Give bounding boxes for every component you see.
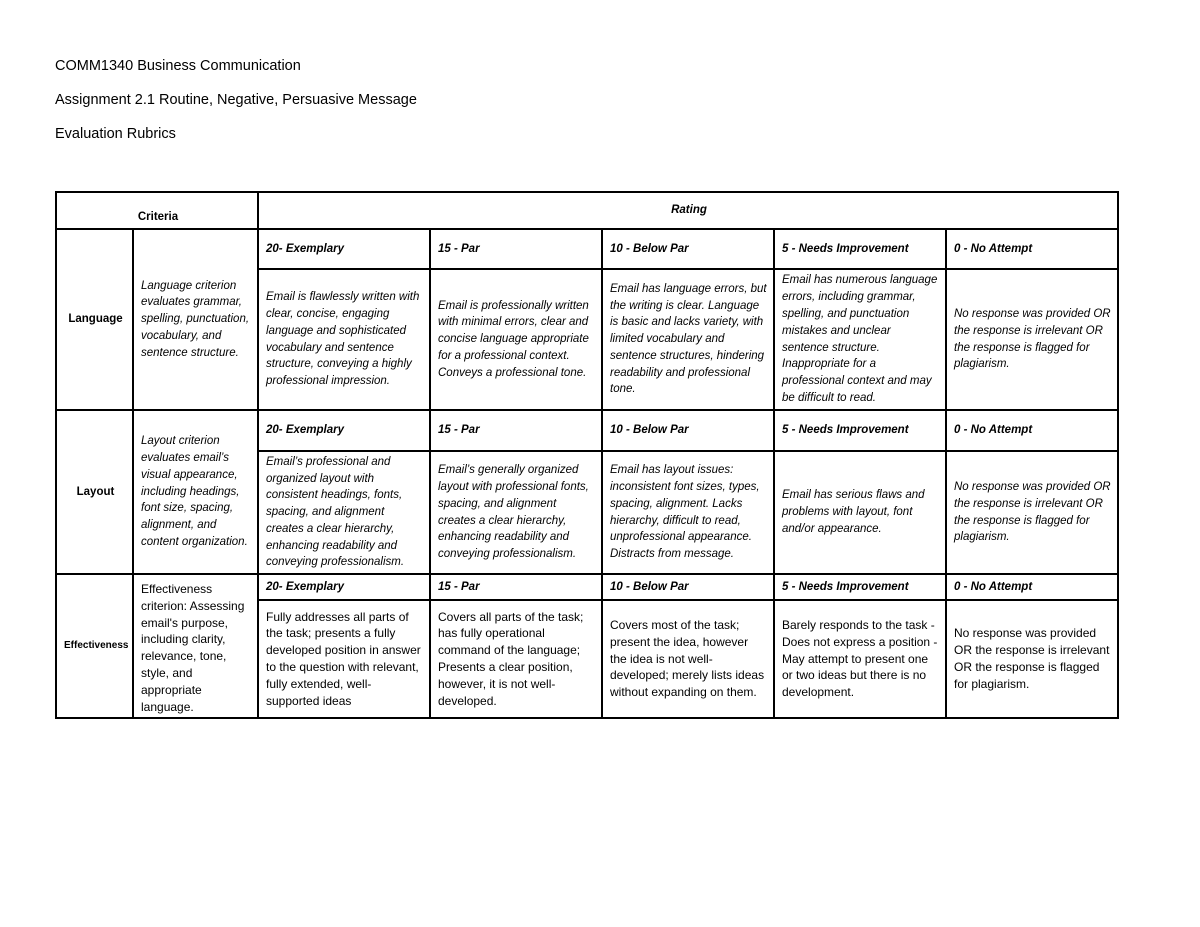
criterion-description-effectiveness: Effectiveness criterion: Assessing email's purpose, including clarity, relevance, tone, style, and appropriate language. [133, 574, 258, 718]
effectiveness-exemplary-text: Fully addresses all parts of the task; presents a fully developed position in answer to the question with relevant, fully extended, well-supported ideas [258, 600, 430, 718]
effectiveness-par-text: Covers all parts of the task; has fully operational command of the language; Presents a clear position, however, it is not well-developed. [430, 600, 602, 718]
level-no-attempt: 0 - No Attempt [946, 229, 1118, 269]
layout-needs-improvement-text: Email has serious flaws and problems with layout, font and/or appearance. [774, 451, 946, 574]
level-par: 15 - Par [430, 410, 602, 451]
criteria-header: Criteria [56, 192, 258, 229]
criterion-description-language: Language criterion evaluates grammar, spelling, punctuation, vocabulary, and sentence structure. [133, 229, 258, 410]
layout-exemplary-text: Email’s professional and organized layout with consistent headings, fonts, spacing, and alignment creates a clear hierarchy, enhancing readability and conveying professionalism. [258, 451, 430, 574]
level-exemplary: 20- Exemplary [258, 410, 430, 451]
language-exemplary-text: Email is flawlessly written with clear, concise, engaging language and sophisticated vocabulary and sentence structure, conveying a highly professional impression. [258, 269, 430, 410]
course-title: COMM1340 Business Communication [55, 58, 301, 74]
level-below-par: 10 - Below Par [602, 574, 774, 600]
level-below-par: 10 - Below Par [602, 410, 774, 451]
level-needs-improvement: 5 - Needs Improvement [774, 574, 946, 600]
language-below-par-text: Email has language errors, but the writing is clear. Language is basic and lacks variety, with limited vocabulary and sentence structures, hindering readability and professional tone. [602, 269, 774, 410]
level-par: 15 - Par [430, 229, 602, 269]
effectiveness-below-par-text: Covers most of the task; present the idea, however the idea is not well-developed; merely lists ideas without expanding on them. [602, 600, 774, 718]
language-par-text: Email is professionally written with minimal errors, clear and concise language appropriate for a professional context. Conveys a professional tone. [430, 269, 602, 410]
level-no-attempt: 0 - No Attempt [946, 410, 1118, 451]
rubric-subtitle: Evaluation Rubrics [55, 126, 176, 142]
level-needs-improvement: 5 - Needs Improvement [774, 410, 946, 451]
effectiveness-needs-improvement-text: Barely responds to the task - Does not express a position - May attempt to present one or two ideas but there is no development. [774, 600, 946, 718]
language-no-attempt-text: No response was provided OR the response is irrelevant OR the response is flagged for plagiarism. [946, 269, 1118, 410]
level-par: 15 - Par [430, 574, 602, 600]
table-header-row [56, 192, 1118, 229]
rating-header: Rating [258, 192, 1118, 229]
criterion-name-layout: Layout [56, 410, 133, 574]
level-below-par: 10 - Below Par [602, 229, 774, 269]
level-exemplary: 20- Exemplary [258, 574, 430, 600]
layout-par-text: Email’s generally organized layout with professional fonts, spacing, and alignment creates a clear hierarchy, enhancing readability and conveying professionalism. [430, 451, 602, 574]
criterion-name-effectiveness: Effectiveness [56, 574, 133, 718]
criterion-description-layout: Layout criterion evaluates email’s visual appearance, including headings, font size, spacing, alignment, and content organization. [133, 410, 258, 574]
assignment-title: Assignment 2.1 Routine, Negative, Persuasive Message [55, 92, 417, 108]
layout-levels-row [56, 410, 1118, 451]
language-levels-row [56, 229, 1118, 269]
criterion-name-language: Language [56, 229, 133, 410]
level-exemplary: 20- Exemplary [258, 229, 430, 269]
level-no-attempt: 0 - No Attempt [946, 574, 1118, 600]
rubric-table [55, 191, 1119, 719]
layout-no-attempt-text: No response was provided OR the response is irrelevant OR the response is flagged for plagiarism. [946, 451, 1118, 574]
effectiveness-levels-row [56, 574, 1118, 600]
level-needs-improvement: 5 - Needs Improvement [774, 229, 946, 269]
language-needs-improvement-text: Email has numerous language errors, including grammar, spelling, and punctuation mistakes and unclear sentence structure. Inappropriate for a professional context and may be difficult to read. [774, 269, 946, 410]
effectiveness-no-attempt-text: No response was provided OR the response is irrelevant OR the response is flagged for plagiarism. [946, 600, 1118, 718]
layout-below-par-text: Email has layout issues: inconsistent font sizes, types, spacing, alignment. Lacks hierarchy, difficult to read, unprofessional appearance. Distracts from message. [602, 451, 774, 574]
